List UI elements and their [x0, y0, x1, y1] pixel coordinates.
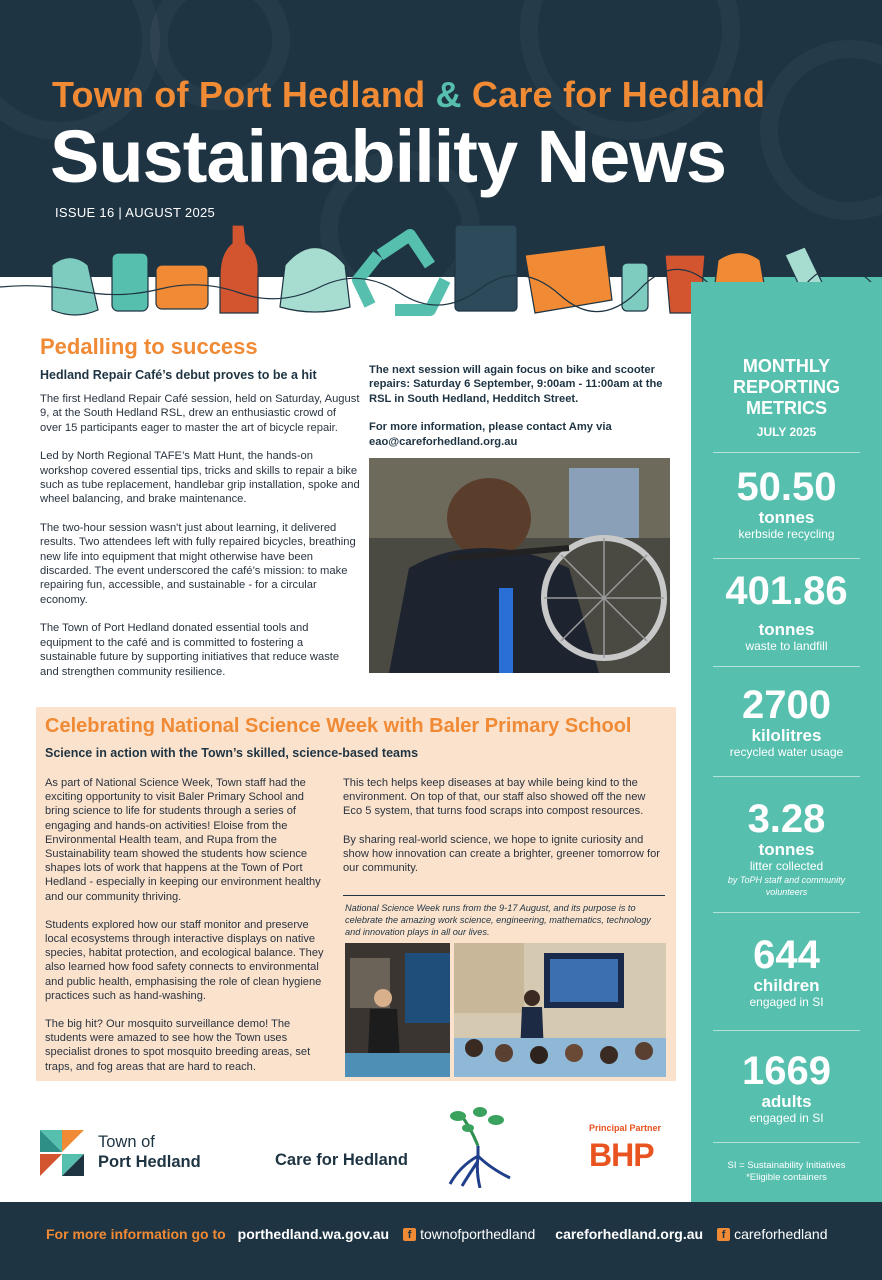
facebook-careforhedland-link[interactable] — [717, 1226, 827, 1242]
metric-value: 3.28 — [747, 797, 826, 841]
science-week-note: National Science Week runs from the 9-17 August, and its purpose is to celebrate the amazing work science, engineering, mathematics, technology and innovation plays in all our lives. — [345, 903, 651, 937]
metrics-month: JULY 2025 — [756, 425, 817, 439]
footer-lead: For more information go to — [46, 1226, 226, 1242]
divider — [713, 452, 860, 453]
metric-unit: adults — [761, 1092, 812, 1111]
bhp-wordmark: BHP — [589, 1137, 654, 1173]
metric-unit: tonnes — [758, 508, 815, 527]
next-session-info — [369, 363, 675, 463]
divider — [713, 666, 860, 667]
divider — [713, 1142, 860, 1143]
paragraph: By sharing real-world science, we hope to ignite curiosity and show how innovation can create a brighter, greener tomorrow for our community. — [343, 833, 660, 875]
porthedland-website-link[interactable]: porthedland.wa.gov.au — [237, 1226, 390, 1242]
classroom-photo-students — [454, 943, 666, 1077]
paragraph: The first Hedland Repair Café session, held on Saturday, August 9, at the South Hedland RSL, drew an enthusiastic crowd of over 15 participants eager to master the art of bicycle repair. — [40, 393, 360, 434]
metric-unit: tonnes — [758, 620, 815, 639]
org-care-for-hedland: Care for Hedland — [471, 74, 766, 115]
social-handle: townofporthedland — [420, 1226, 536, 1242]
footnote-si: SI = Sustainability Initiatives — [727, 1160, 846, 1171]
metric-value: 644 — [753, 933, 820, 977]
metric-litter-collected — [691, 798, 882, 898]
divider — [343, 895, 665, 896]
cfh-logo-text: Care for Hedland — [275, 1151, 408, 1169]
divider — [713, 558, 860, 559]
article-body-right — [343, 776, 665, 889]
facebook-icon: f — [717, 1228, 730, 1241]
facebook-townofporthedland-link[interactable] — [403, 1226, 535, 1242]
contact-paragraph: For more information, please contact Amy via eao@careforhedland.org.au — [369, 421, 612, 448]
metric-note: by ToPH staff and community volunteers — [727, 875, 846, 897]
newsletter-title: Sustainability News — [50, 115, 726, 198]
classroom-photo-presenter — [345, 943, 450, 1077]
paragraph: The next session will again focus on bike and scooter repairs: Saturday 6 September, 9:00am - 11:00am at the RSL in South Hedland, Hedditch Street. — [369, 364, 663, 405]
issue-date: ISSUE 16 | AUGUST 2025 — [55, 205, 216, 220]
toph-line2: Port Hedland — [98, 1153, 201, 1171]
metric-unit: kilolitres — [751, 726, 822, 745]
metrics-heading-line1: MONTHLY — [742, 356, 831, 376]
divider — [713, 776, 860, 777]
monthly-metrics-sidebar — [691, 282, 882, 1202]
organisations-line — [52, 74, 765, 116]
article-body — [40, 392, 360, 693]
metric-desc: waste to landfill — [745, 639, 828, 653]
ampersand: & — [435, 74, 462, 115]
sidebar-footnote — [691, 1160, 882, 1184]
metric-desc: litter collected — [749, 859, 824, 873]
metric-waste-to-landfill — [691, 570, 882, 654]
careforhedland-website-link[interactable]: careforhedland.org.au — [555, 1226, 704, 1242]
article-body-left — [45, 776, 330, 1088]
article-title: Celebrating National Science Week with Baler Primary School — [45, 715, 632, 737]
article-subtitle: Hedland Repair Café’s debut proves to be a hit — [40, 368, 317, 382]
metric-value: 2700 — [742, 683, 831, 727]
care-for-hedland-logo — [275, 1106, 520, 1188]
metrics-heading-line2: REPORTING — [732, 377, 840, 397]
paragraph: Students explored how our staff monitor and preserve local ecosystems through interactive displays on native species, habitat protection, and ecological balance. They also learned how food safety connects to environmental and public health, emphasising the role of clean hygiene practices such as hand-washing. — [45, 918, 324, 1002]
metric-value: 50.50 — [736, 465, 837, 509]
footer — [0, 1202, 882, 1280]
metric-kerbside-recycling — [691, 466, 882, 542]
paragraph: This tech helps keep diseases at bay while being kind to the environment. On top of that, our staff also showed off the new Eco 5 system, that turns food scraps into compost resources. — [343, 777, 646, 818]
metrics-heading — [691, 282, 882, 419]
paragraph: As part of National Science Week, Town staff had the exciting opportunity to visit Baler Primary School and bring science to life for students through a series of engaging and hands-on activities! Eloise from the Environmental Health team, and Rupa from the Sustainability team showed the students how science shapes lots of work that happens at the Town of Port Hedland - especially in keeping our environment healthy and our community thriving. — [45, 777, 321, 903]
paragraph: Led by North Regional TAFE’s Matt Hunt, the hands-on workshop covered essential tips, tricks and skills to repair a bike such as tube replacement, handlebar grip installation, spoke and wheel balancing, and brake maintenance. — [40, 450, 360, 506]
metric-unit: tonnes — [758, 840, 815, 859]
footer-links — [46, 1226, 848, 1242]
metric-desc: engaged in SI — [749, 1111, 824, 1125]
toph-logo-text — [98, 1132, 201, 1172]
metric-desc: recycled water usage — [729, 745, 844, 759]
principal-partner-label: Principal Partner — [589, 1123, 662, 1133]
divider — [713, 912, 860, 913]
metric-desc: engaged in SI — [749, 995, 824, 1009]
metric-value: 401.86 — [725, 569, 848, 613]
paragraph: The Town of Port Hedland donated essential tools and equipment to the café and is committed to fostering a sustainable future by supporting initiatives that reduce waste and strengthen community resilience. — [40, 622, 340, 678]
divider — [713, 1030, 860, 1031]
facebook-icon: f — [403, 1228, 416, 1241]
footnote-eligible: *Eligible containers — [746, 1172, 827, 1183]
article-title: Pedalling to success — [40, 334, 258, 359]
org-town-of-port-hedland: Town of Port Hedland — [52, 74, 426, 115]
bhp-logo — [589, 1123, 661, 1174]
paragraph: The two-hour session wasn't just about learning, it delivered results. Two attendees left with fully repaired bicycles, breathing new life into equipment that might otherwise have been discarded. The event underscored the café’s mission: to make repairing fun, accessible, and sustainable - for a circular economy. — [40, 521, 356, 606]
toph-line1: Town of — [98, 1133, 155, 1151]
metric-children-engaged — [691, 934, 882, 1010]
metric-unit: children — [753, 976, 820, 995]
toph-mark-icon — [40, 1130, 88, 1176]
tree-roots-icon — [440, 1106, 520, 1188]
metric-recycled-water — [691, 684, 882, 760]
metric-value: 1669 — [742, 1049, 831, 1093]
paragraph: The big hit? Our mosquito surveillance demo! The students were amazed to see how the Town uses specialist drones to spot mosquito breeding areas, set traps, and fog areas that are hard to reach. — [45, 1018, 311, 1073]
article-subtitle: Science in action with the Town’s skilled, science-based teams — [45, 746, 419, 760]
town-of-port-hedland-logo — [40, 1130, 230, 1176]
metric-desc: kerbside recycling — [738, 527, 835, 541]
metric-adults-engaged — [691, 1050, 882, 1126]
metrics-heading-line3: METRICS — [746, 398, 827, 418]
social-handle: careforhedland — [734, 1226, 828, 1242]
bike-repair-photo — [369, 458, 670, 673]
